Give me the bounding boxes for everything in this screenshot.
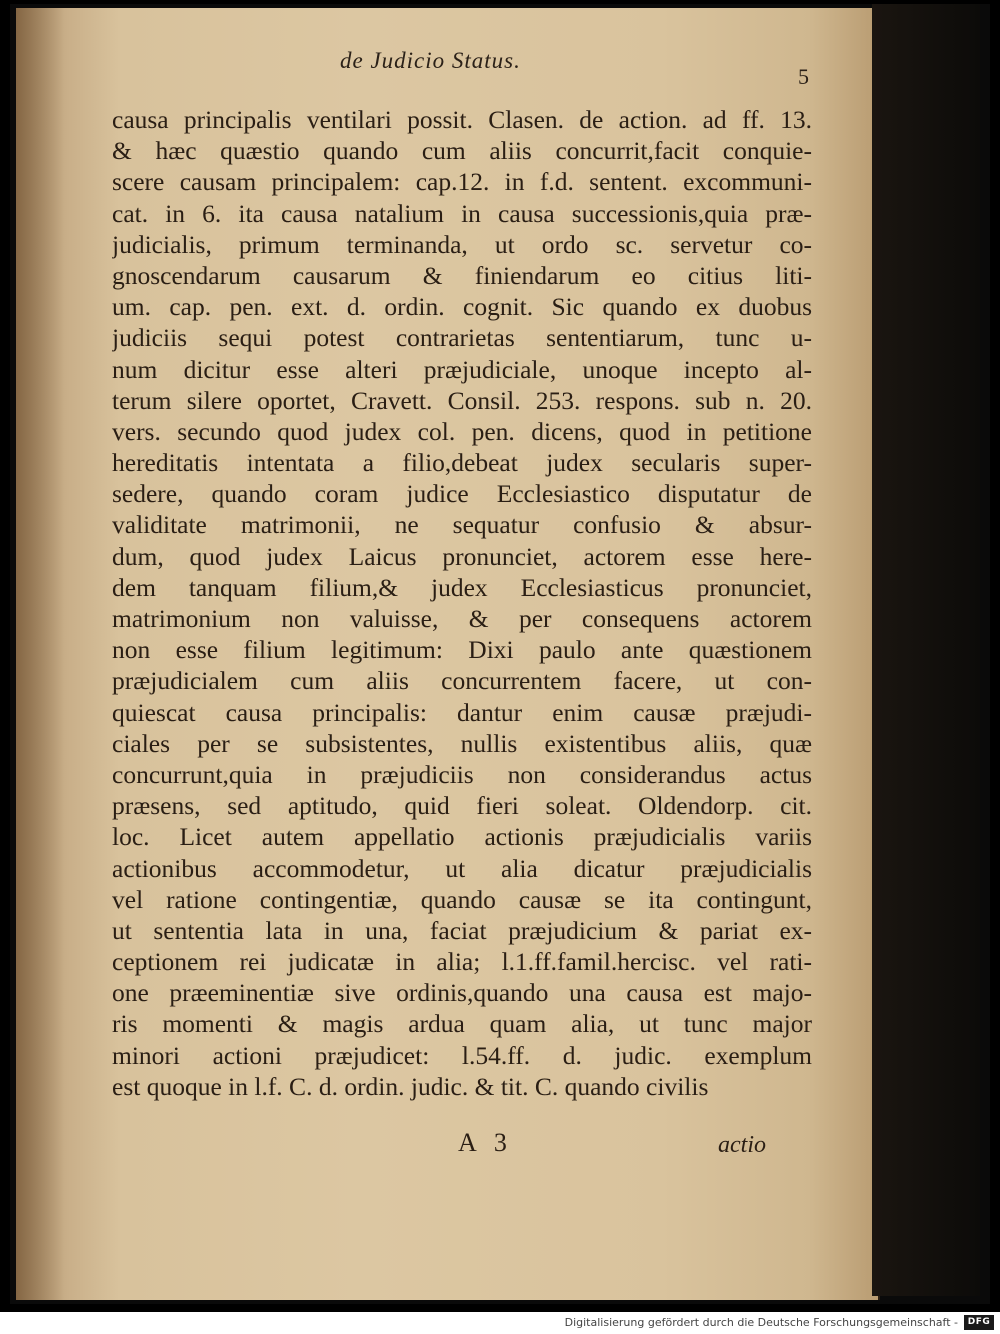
text-line: scere causam principalem: cap.12. in f.d. sentent. excommuni- — [112, 167, 812, 197]
signature-mark: A 3 — [458, 1128, 513, 1157]
text-line: dum, quod judex Laicus pronunciet, actorem esse here- — [112, 541, 812, 571]
text-line: minori actioni præjudicet: l.54.ff. d. judic. exemplum — [112, 1040, 812, 1070]
text-line: ut sententia lata in una, faciat præjudicium & pariat ex- — [112, 915, 812, 945]
text-line: hereditatis intentata a filio,debeat judex secularis super- — [112, 448, 812, 478]
page-number: 5 — [798, 64, 809, 89]
text-line: concurrunt,quia in præjudiciis non considerandus actus — [112, 759, 812, 789]
text-line: num dicitur esse alteri præjudiciale, unoque incepto al- — [112, 354, 812, 384]
text-line: præsens, sed aptitudo, quid fieri soleat. Oldendorp. cit. — [112, 791, 812, 821]
text-line: est quoque in l.f. C. d. ordin. judic. & tit. C. quando civilis — [112, 1071, 709, 1101]
text-line: actionibus accommodetur, ut alia dicatur præjudicialis — [112, 853, 812, 883]
text-line: judicialis, primum terminanda, ut ordo sc. servetur co- — [112, 229, 812, 259]
body-text — [112, 104, 812, 1102]
text-line: ris momenti & magis ardua quam alia, ut tunc major — [112, 1009, 812, 1039]
text-line: cat. in 6. ita causa natalium in causa successionis,quia præ- — [112, 198, 812, 228]
text-line: um. cap. pen. ext. d. ordin. cognit. Sic quando ex duobus — [112, 292, 812, 322]
text-line: sedere, quando coram judice Ecclesiastico disputatur de — [112, 479, 812, 509]
text-line: causa principalis ventilari possit. Clasen. de action. ad ff. 13. — [112, 105, 812, 134]
text-line: & hæc quæstio quando cum aliis concurrit,facit conquie- — [112, 136, 812, 166]
text-line: non esse filium legitimum: Dixi paulo ante quæstionem — [112, 635, 812, 665]
text-line: vel ratione contingentiæ, quando causæ se ita contingunt, — [112, 884, 812, 914]
catchword: actio — [718, 1132, 766, 1158]
text-line: matrimonium non valuisse, & per consequens actorem — [112, 604, 812, 633]
text-line: validitate matrimonii, ne sequatur confusio & absur- — [112, 510, 812, 540]
text-line: terum silere oportet, Cravett. Consil. 253. respons. sub n. 20. — [112, 385, 812, 415]
text-line: ciales per se subsistentes, nullis existentibus aliis, quæ — [112, 728, 812, 758]
dfg-logo: DFG — [964, 1315, 994, 1330]
text-line: judiciis sequi potest contrarietas sententiarum, tunc u- — [112, 323, 812, 353]
text-line: quiescat causa principalis: dantur enim causæ præjudi- — [112, 697, 812, 727]
scan-background — [872, 4, 980, 1296]
footer-credit: Digitalisierung gefördert durch die Deutsche Forschungsgemeinschaft - — [564, 1316, 958, 1329]
text-line: dem tanquam filium,& judex Ecclesiasticus pronunciet, — [112, 572, 812, 602]
text-line: vers. secundo quod judex col. pen. dicens, quod in petitione — [112, 416, 812, 446]
text-line: one præeminentiæ sive ordinis,quando una causa est majo- — [112, 978, 812, 1008]
text-line: præjudicialem cum aliis concurrentem facere, ut con- — [112, 666, 812, 696]
text-line: gnoscendarum causarum & finiendarum eo citius liti- — [112, 260, 812, 290]
text-line: ceptionem rei judicatæ in alia; l.1.ff.famil.hercisc. vel rati- — [112, 947, 812, 977]
running-head: de Judicio Status. — [340, 48, 521, 73]
text-line: loc. Licet autem appellatio actionis præjudicialis variis — [112, 822, 812, 852]
footer-bar — [0, 1312, 1000, 1334]
